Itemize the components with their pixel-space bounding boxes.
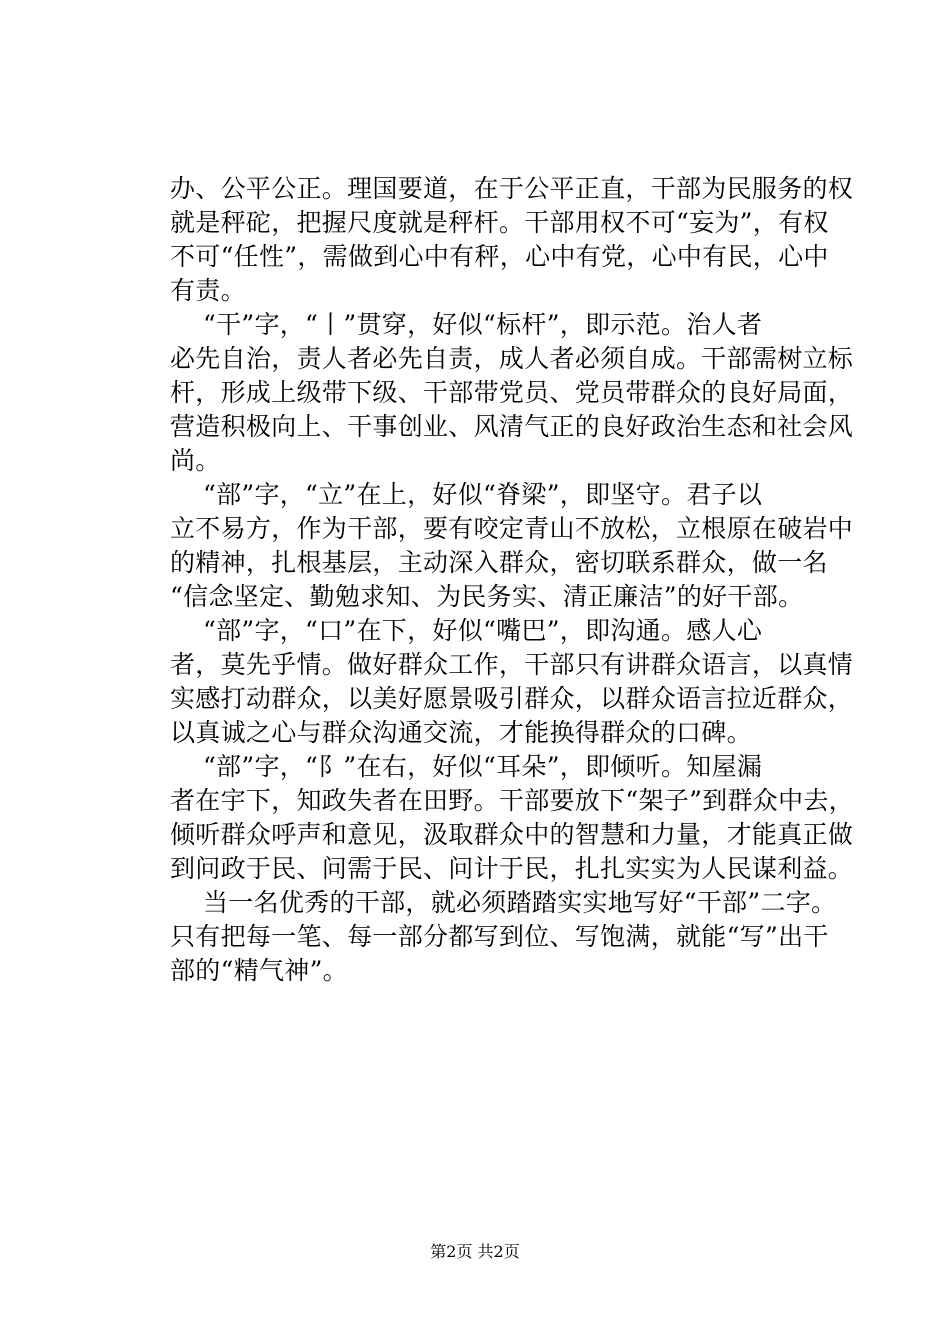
text-line: 立不易方，作为干部，要有咬定青山不放松，立根原在破岩中	[170, 514, 854, 543]
text-line: 者，莫先乎情。做好群众工作，干部只有讲群众语言，以真情	[170, 650, 854, 679]
text-line: 的精神，扎根基层，主动深入群众，密切联系群众，做一名	[170, 548, 828, 577]
text-line: “干”字，“丨”贯穿，好似“标杆”，即示范。治人者	[170, 310, 763, 339]
text-line: “部”字，“立”在上，好似“脊梁”，即坚守。君子以	[170, 480, 763, 509]
text-line: “信念坚定、勤勉求知、为民务实、清正廉洁”的好干部。	[170, 582, 804, 611]
page-number-footer: 第2页 共2页	[430, 1242, 520, 1261]
text-line: 部的“精气神”。	[170, 956, 348, 985]
text-line: 到问政于民、问需于民、问计于民，扎扎实实为人民谋利益。	[170, 854, 854, 883]
text-line: 者在宇下，知政失者在田野。干部要放下“架子”到群众中去，	[170, 786, 854, 815]
text-line: 倾听群众呼声和意见，汲取群众中的智慧和力量，才能真正做	[170, 820, 854, 849]
text-line: 实感打动群众，以美好愿景吸引群众，以群众语言拉近群众，	[170, 684, 854, 713]
text-line: “部”字，“阝”在右，好似“耳朵”，即倾听。知屋漏	[170, 752, 763, 781]
text-line: 办、公平公正。理国要道，在于公平正直，干部为民服务的权	[170, 174, 854, 203]
text-line: 营造积极向上、干事创业、风清气正的良好政治生态和社会风	[170, 412, 854, 441]
text-line: 必先自治，责人者必先自责，成人者必须自成。干部需树立标	[170, 344, 854, 373]
text-line: 只有把每一笔、每一部分都写到位、写饱满，就能“写”出干	[170, 922, 829, 951]
text-line: 不可“任性”，需做到心中有秤，心中有党，心中有民，心中	[170, 242, 829, 271]
text-line: 就是秤砣，把握尺度就是秤杆。干部用权不可“妄为”，有权	[170, 208, 829, 237]
text-line: “部”字，“口”在下，好似“嘴巴”，即沟通。感人心	[170, 616, 763, 645]
text-line: 有责。	[170, 276, 246, 305]
document-body	[170, 172, 854, 988]
text-line: 当一名优秀的干部，就必须踏踏实实地写好“干部”二字。	[170, 888, 837, 917]
text-line: 杆，形成上级带下级、干部带党员、党员带群众的良好局面，	[170, 378, 854, 407]
text-line: 尚。	[170, 446, 221, 475]
text-line: 以真诚之心与群众沟通交流，才能换得群众的口碑。	[170, 718, 752, 747]
